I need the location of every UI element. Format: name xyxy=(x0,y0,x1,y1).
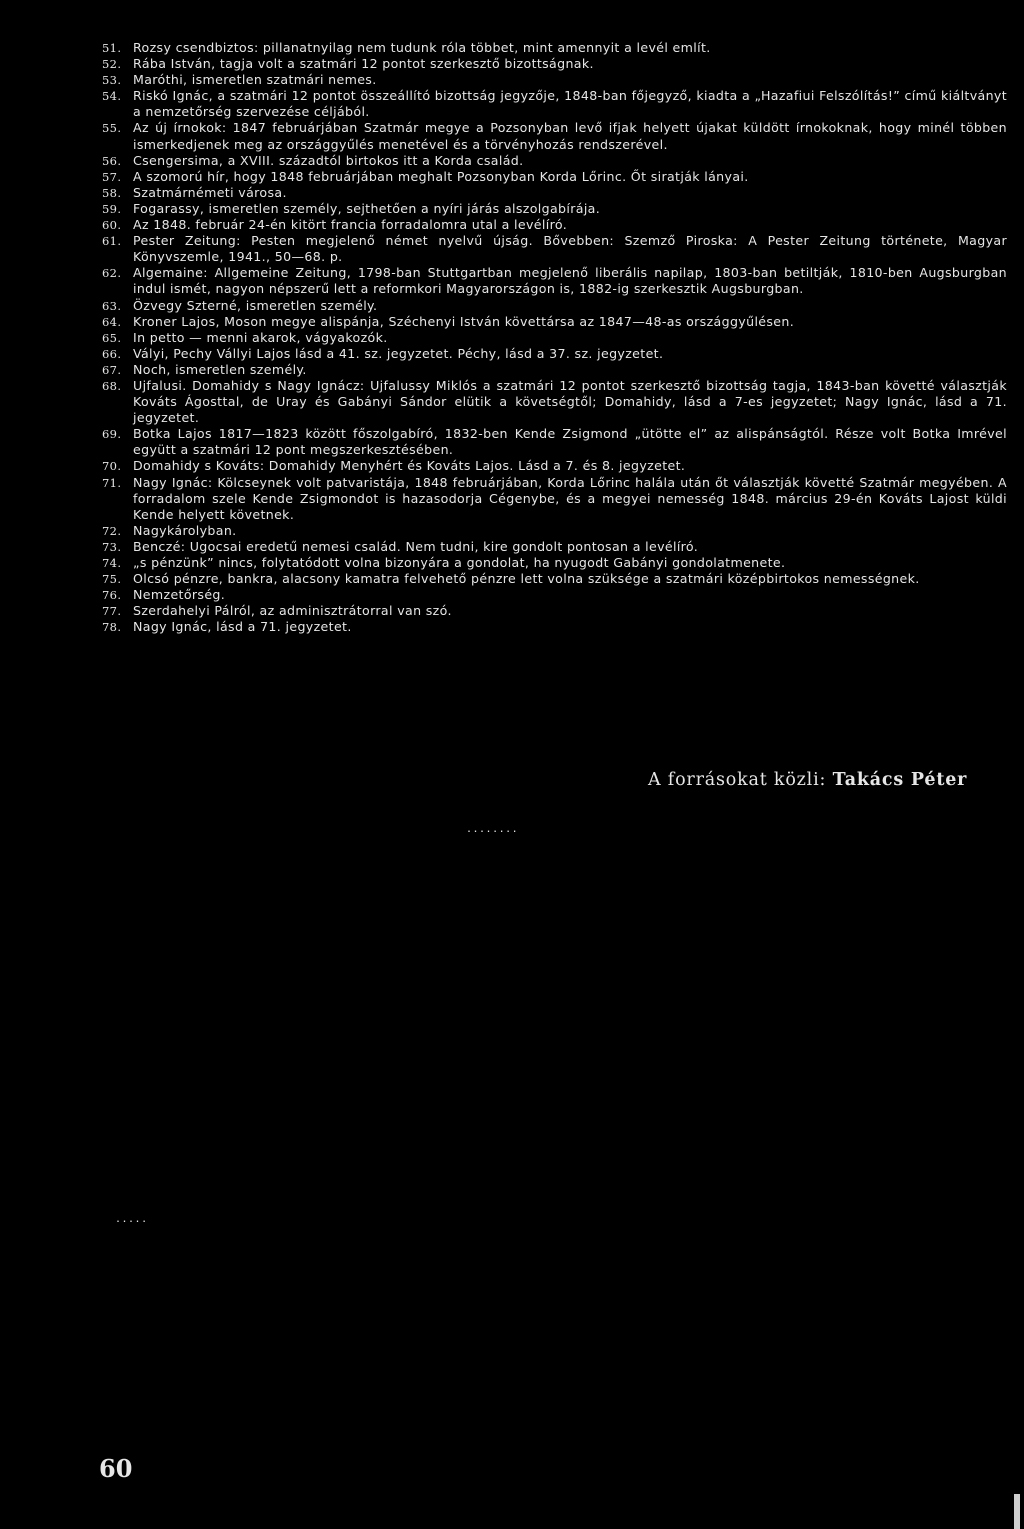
footnote-text: Az 1848. február 24-én kitört francia forradalomra utal a levélíró. xyxy=(133,217,568,233)
footnote-text: Domahidy s Kováts: Domahidy Menyhért és Kováts Lajos. Lásd a 7. és 8. jegyzetet. xyxy=(133,458,686,474)
footnote-number: 52. xyxy=(102,57,122,72)
footnote-number: 53. xyxy=(102,73,122,88)
footnote-item xyxy=(102,201,1007,217)
footnote-number: 76. xyxy=(102,588,122,603)
footnote-number: 65. xyxy=(102,330,122,345)
footnote-number: 74. xyxy=(102,556,122,570)
footnote-text: Nagykárolyban. xyxy=(133,522,237,538)
footnote-item xyxy=(102,362,1007,378)
footnote-text: Csengersima, a XVIII. századtól birtokos itt a Korda család. xyxy=(133,152,524,168)
footnote-text: Szerdahelyi Pálról, az adminisztrátorral van szó. xyxy=(133,603,452,619)
credit-author: Takács Péter xyxy=(832,770,968,790)
footnote-text: Nagy Ignác: Kölcseynek volt patvaristája, 1848 februárjában, Korda Lőrinc halála után őt választják követté Szatmár megyében. A forradalom szele Kende Zsigmondot is hazasodorja Cégenybe, és a megyei nemesség 1848. március 29-én Kováts Lajost küldi Kende helyett követnek. xyxy=(133,474,1007,522)
source-credit xyxy=(648,770,967,790)
footnote-item xyxy=(102,298,1007,314)
footnote-item xyxy=(102,523,1007,539)
footnote-number: 69. xyxy=(102,427,122,442)
footnote-number: 56. xyxy=(102,153,122,168)
footnote-text: Noch, ismeretlen személy. xyxy=(133,361,307,377)
footnote-text: Nemzetőrség. xyxy=(133,587,226,603)
footnote-item xyxy=(102,539,1007,555)
footnote-number: 55. xyxy=(102,121,122,136)
footnote-number: 73. xyxy=(102,539,122,554)
footnote-number: 51. xyxy=(102,41,122,55)
footnote-item xyxy=(102,72,1007,88)
footnote-number: 58. xyxy=(102,185,122,200)
footnote-text: Szatmárnémeti városa. xyxy=(133,184,287,200)
footnote-number: 71. xyxy=(102,475,122,490)
footnote-item xyxy=(102,603,1007,619)
footnote-item xyxy=(102,346,1007,362)
footnote-text: Nagy Ignác, lásd a 71. jegyzetet. xyxy=(133,619,352,635)
footnote-number: 63. xyxy=(102,298,122,313)
footnote-text: Rába István, tagja volt a szatmári 12 pontot szerkesztő bizottságnak. xyxy=(133,56,594,72)
footnote-item xyxy=(102,56,1007,72)
footnote-number: 54. xyxy=(102,89,122,104)
footnote-number: 75. xyxy=(102,572,122,587)
credit-prefix: A forrásokat közli: xyxy=(648,770,827,790)
footnote-text: Fogarassy, ismeretlen személy, sejthetően a nyíri járás alszolgabírája. xyxy=(133,200,601,216)
footnote-text: Rozsy csendbiztos: pillanatnyilag nem tudunk róla többet, mint amennyit a levél említ. xyxy=(133,40,711,55)
footnote-item xyxy=(102,475,1007,523)
footnote-text: Riskó Ignác, a szatmári 12 pontot összeállító bizottság jegyzője, 1848-ban főjegyző, kiadta a „Hazafiui Felszólítás!” című kiáltványt a nemzetőrség szervezése céljából. xyxy=(133,88,1007,120)
footnote-text: Maróthi, ismeretlen szatmári nemes. xyxy=(133,72,377,88)
footnote-item xyxy=(102,153,1007,169)
footnote-number: 62. xyxy=(102,266,122,281)
footnote-item xyxy=(102,169,1007,185)
footnote-text: Pester Zeitung: Pesten megjelenő német nyelvű újság. Bővebben: Szemző Piroska: A Pester Zeitung története, Magyar Könyvszemle, 1941., 50—68. p. xyxy=(133,233,1007,265)
footnote-number: 66. xyxy=(102,346,122,361)
page-number: 60 xyxy=(99,1454,133,1483)
footnote-number: 72. xyxy=(102,523,122,538)
footnote-text: Az új írnokok: 1847 februárjában Szatmár megye a Pozsonyban levő ifjak helyett újakat küldött írnokoknak, hogy minél többen ismerkedjenek meg az országgyűlés menetével és a törvényhozás rendszerével. xyxy=(133,120,1007,152)
footnote-item xyxy=(102,555,1007,571)
footnote-item xyxy=(102,458,1007,474)
footnote-number: 60. xyxy=(102,218,122,233)
footnote-item xyxy=(102,265,1007,297)
footnote-number: 78. xyxy=(102,620,122,635)
footnotes-list xyxy=(102,40,1007,635)
footnote-text: Botka Lajos 1817—1823 között főszolgabíró, 1832-ben Kende Zsigmond „ütötte el” az alispánságtól. Része volt Botka Imrével együtt a szatmári 12 pont megszerkesztésében. xyxy=(133,426,1007,458)
footnote-item xyxy=(102,217,1007,233)
footnote-text: Olcsó pénzre, bankra, alacsony kamatra felvehető pénzre lett volna szüksége a szatmári középbirtokos nemességnek. xyxy=(133,571,920,587)
footnote-text: A szomorú hír, hogy 1848 februárjában meghalt Pozsonyban Korda Lőrinc. Őt siratják lányai. xyxy=(133,168,749,184)
footnote-text: „s pénzünk” nincs, folytatódott volna bizonyára a gondolat, ha nyugodt Gabányi gondolatmenete. xyxy=(133,555,786,570)
footnote-item xyxy=(102,314,1007,330)
footnote-item xyxy=(102,233,1007,265)
footnote-text: Benczé: Ugocsai eredetű nemesi család. Nem tudni, kire gondolt pontosan a levélíró. xyxy=(133,538,699,554)
footnote-text: Vályi, Pechy Vállyi Lajos lásd a 41. sz. jegyzetet. Péchy, lásd a 37. sz. jegyzetet. xyxy=(133,345,664,361)
footnote-number: 57. xyxy=(102,169,122,184)
footnote-text: Algemaine: Allgemeine Zeitung, 1798-ban Stuttgartban megjelenő liberális napilap, 1803-ban betiltják, 1810-ben Augsburgban indul ismét, nagyon népszerű lett a reformkori Magyarországon is, 1882-ig szerkesztik Augsburgban. xyxy=(133,265,1007,297)
footnote-item xyxy=(102,330,1007,346)
footnote-item xyxy=(102,571,1007,587)
footnote-item xyxy=(102,587,1007,603)
footnote-item xyxy=(102,619,1007,635)
footnote-item xyxy=(102,88,1007,120)
footnote-number: 61. xyxy=(102,234,122,249)
footnote-item xyxy=(102,426,1007,458)
footnote-number: 77. xyxy=(102,604,122,619)
footnote-number: 70. xyxy=(102,459,122,474)
footnote-item xyxy=(102,120,1007,152)
footnote-text: Kroner Lajos, Moson megye alispánja, Széchenyi István követtársa az 1847—48-as országgyűlésen. xyxy=(133,313,795,329)
footnote-number: 59. xyxy=(102,201,122,216)
footnote-item xyxy=(102,378,1007,426)
footnote-number: 67. xyxy=(102,362,122,377)
footnote-item xyxy=(102,185,1007,201)
dotted-mark: ..... xyxy=(115,1214,148,1225)
footnote-item xyxy=(102,40,1007,56)
footnote-text: Özvegy Szterné, ismeretlen személy. xyxy=(133,297,378,313)
footnote-text: In petto — menni akarok, vágyakozók. xyxy=(133,329,388,345)
footnote-number: 64. xyxy=(102,314,122,329)
scan-edge-mark xyxy=(1014,1494,1020,1529)
footnote-number: 68. xyxy=(102,378,122,393)
footnote-text: Ujfalusi. Domahidy s Nagy Ignácz: Ujfalussy Miklós a szatmári 12 pontot szerkesztő bizottság tagja, 1843-ban követté választják Kováts Ágosttal, de Uray és Gabányi Sándor elütik a követségtől; Domahidy, lásd a 7-es jegyzetet; Nagy Ignác, lásd a 71. jegyzetet. xyxy=(133,377,1007,426)
section-separator: ........ xyxy=(466,824,519,835)
